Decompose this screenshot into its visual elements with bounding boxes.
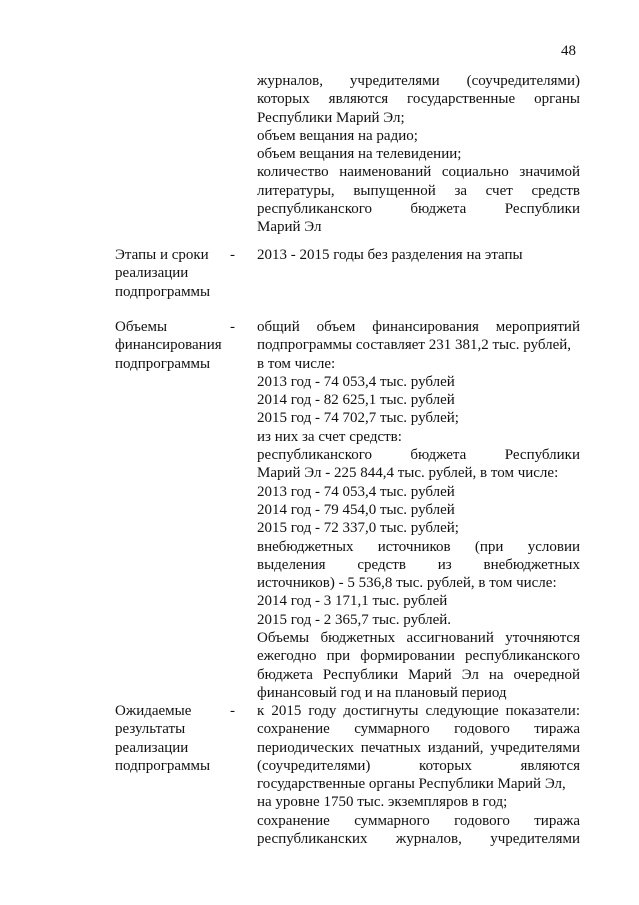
section-content-line: 2015 год - 2 365,7 тыс. рублей.: [257, 611, 452, 628]
intro-line: которых являются государственные органы: [257, 91, 580, 108]
section-dash: -: [230, 319, 235, 335]
section-content-line: бюджета Республики Марий Эл на очередной: [257, 666, 580, 683]
section-content-line: сохранение суммарного годового тиража: [257, 721, 580, 738]
intro-line: республиканского бюджета Республики: [257, 201, 580, 218]
section-content-line: выделения средств из внебюджетных: [257, 556, 580, 573]
section-content-line: республиканских журналов, учредителями: [257, 831, 580, 848]
section-label-line: подпрограммы: [115, 355, 211, 372]
section-content-line: общий объем финансирования мероприятий: [257, 319, 580, 335]
section-label-line: подпрограммы: [115, 283, 211, 300]
section-content-line: 2015 год - 72 337,0 тыс. рублей;: [257, 520, 459, 537]
section-label-line: реализации: [115, 265, 189, 282]
intro-line: объем вещания на радио;: [257, 127, 418, 144]
section-content-line: на уровне 1750 тыс. экземпляров в год;: [257, 794, 508, 811]
section-label: [115, 702, 223, 775]
section-content-line: подпрограммы составляет 231 381,2 тыс. рублей,: [257, 337, 572, 354]
section-content-line: 2014 год - 3 171,1 тыс. рублей: [257, 593, 448, 610]
section-dash: -: [230, 247, 235, 263]
section-label: [115, 246, 223, 301]
section-content-line: 2013 год - 74 053,4 тыс. рублей: [257, 483, 455, 500]
section-content-line: сохранение суммарного годового тиража: [257, 812, 580, 829]
section-content-line: источников) - 5 536,8 тыс. рублей, в том числе:: [257, 575, 557, 592]
section-content-line: республиканского бюджета Республики: [257, 447, 580, 464]
section-content-line: Объемы бюджетных ассигнований уточняются: [257, 630, 580, 647]
section-content-line: 2015 год - 74 702,7 тыс. рублей;: [257, 410, 459, 427]
section-content-line: финансовый год и на плановый период: [257, 684, 507, 701]
section-content-line: Марий Эл - 225 844,4 тыс. рублей, в том числе:: [257, 465, 559, 482]
section-content-line: 2014 год - 79 454,0 тыс. рублей: [257, 501, 455, 518]
section-label-line: Этапы и сроки: [115, 247, 209, 263]
section-dash: -: [230, 703, 235, 719]
intro-line: Марий Эл: [257, 219, 322, 236]
section-content: [257, 246, 580, 264]
section-label-line: подпрограммы: [115, 757, 211, 774]
section-content: [257, 318, 580, 702]
section-content-line: государственные органы Республики Марий Эл,: [257, 776, 566, 793]
section-content-line: ежегодно при формировании республиканского: [257, 648, 580, 665]
section-content-line: в том числе:: [257, 355, 336, 372]
intro-line: количество наименований социально значимой: [257, 164, 580, 181]
intro-continuation-text: [257, 72, 580, 237]
intro-line: Республики Марий Эл;: [257, 109, 405, 126]
section-content-line: (соучредителями) которых являются: [257, 757, 580, 774]
section-label-line: реализации: [115, 739, 189, 756]
section-content-line: 2013 год - 74 053,4 тыс. рублей: [257, 373, 455, 390]
section-content-line: к 2015 году достигнуты следующие показатели:: [257, 703, 580, 719]
section-label-line: результаты: [115, 721, 186, 738]
section-content-line: из них за счет средств:: [257, 428, 402, 445]
section-label-line: финансирования: [115, 337, 222, 354]
page-number: 48: [561, 43, 576, 59]
section-content: [257, 702, 580, 848]
section-content-line: 2013 - 2015 годы без разделения на этапы: [257, 247, 523, 263]
section-content-line: внебюджетных источников (при условии: [257, 538, 580, 555]
section-label-line: Ожидаемые: [115, 703, 192, 719]
intro-line: объем вещания на телевидении;: [257, 146, 462, 163]
section-content-line: периодических печатных изданий, учредителями: [257, 739, 580, 756]
intro-line: литературы, выпущенной за счет средств: [257, 182, 580, 199]
section-label: [115, 318, 223, 373]
section-label-line: Объемы: [115, 319, 168, 335]
intro-line: журналов, учредителями (соучредителями): [257, 73, 580, 89]
section-content-line: 2014 год - 82 625,1 тыс. рублей: [257, 392, 455, 409]
